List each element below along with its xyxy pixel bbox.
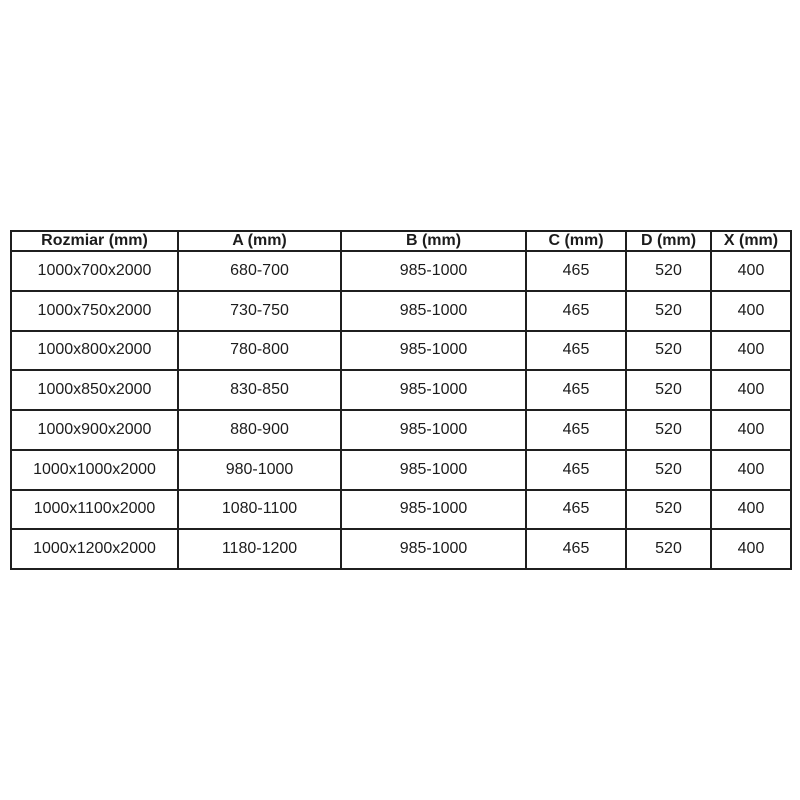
table-row (11, 529, 791, 569)
table-cell: 985-1000 (341, 410, 526, 450)
table-row (11, 490, 791, 530)
table-cell: 985-1000 (341, 370, 526, 410)
table-cell: 1000x750x2000 (11, 291, 178, 331)
table-cell: 1000x700x2000 (11, 251, 178, 291)
table-cell: 465 (526, 490, 626, 530)
table-cell: 400 (711, 410, 791, 450)
table-row (11, 291, 791, 331)
table-cell: 400 (711, 529, 791, 569)
table-cell: 680-700 (178, 251, 341, 291)
table-cell: 1080-1100 (178, 490, 341, 530)
table-cell: 465 (526, 370, 626, 410)
table-header (11, 231, 791, 251)
column-header-c: C (mm) (526, 231, 626, 251)
column-header-x: X (mm) (711, 231, 791, 251)
table-cell: 1000x1000x2000 (11, 450, 178, 490)
table-cell: 985-1000 (341, 490, 526, 530)
header-row (11, 231, 791, 251)
table-cell: 520 (626, 450, 711, 490)
table-cell: 980-1000 (178, 450, 341, 490)
table-row (11, 450, 791, 490)
size-spec-table-container (10, 230, 790, 570)
table-cell: 1000x900x2000 (11, 410, 178, 450)
table-cell: 985-1000 (341, 331, 526, 371)
table-row (11, 370, 791, 410)
table-cell: 465 (526, 529, 626, 569)
table-cell: 400 (711, 291, 791, 331)
table-cell: 520 (626, 251, 711, 291)
table-row (11, 331, 791, 371)
table-cell: 400 (711, 370, 791, 410)
table-cell: 520 (626, 370, 711, 410)
table-cell: 400 (711, 450, 791, 490)
table-cell: 985-1000 (341, 251, 526, 291)
table-row (11, 251, 791, 291)
table-cell: 400 (711, 331, 791, 371)
size-spec-table (10, 230, 792, 570)
column-header-d: D (mm) (626, 231, 711, 251)
table-cell: 1000x1100x2000 (11, 490, 178, 530)
table-cell: 1000x850x2000 (11, 370, 178, 410)
table-cell: 780-800 (178, 331, 341, 371)
table-cell: 880-900 (178, 410, 341, 450)
table-cell: 520 (626, 291, 711, 331)
table-cell: 730-750 (178, 291, 341, 331)
table-cell: 520 (626, 529, 711, 569)
table-cell: 465 (526, 410, 626, 450)
table-cell: 465 (526, 331, 626, 371)
column-header-rozmiar: Rozmiar (mm) (11, 231, 178, 251)
table-cell: 520 (626, 490, 711, 530)
table-cell: 1180-1200 (178, 529, 341, 569)
table-cell: 400 (711, 490, 791, 530)
table-cell: 520 (626, 410, 711, 450)
table-cell: 985-1000 (341, 291, 526, 331)
table-cell: 830-850 (178, 370, 341, 410)
table-cell: 400 (711, 251, 791, 291)
table-cell: 465 (526, 251, 626, 291)
table-cell: 465 (526, 291, 626, 331)
table-body (11, 251, 791, 569)
table-cell: 520 (626, 331, 711, 371)
column-header-a: A (mm) (178, 231, 341, 251)
table-row (11, 410, 791, 450)
table-cell: 1000x1200x2000 (11, 529, 178, 569)
column-header-b: B (mm) (341, 231, 526, 251)
table-cell: 465 (526, 450, 626, 490)
table-cell: 1000x800x2000 (11, 331, 178, 371)
table-cell: 985-1000 (341, 450, 526, 490)
table-cell: 985-1000 (341, 529, 526, 569)
